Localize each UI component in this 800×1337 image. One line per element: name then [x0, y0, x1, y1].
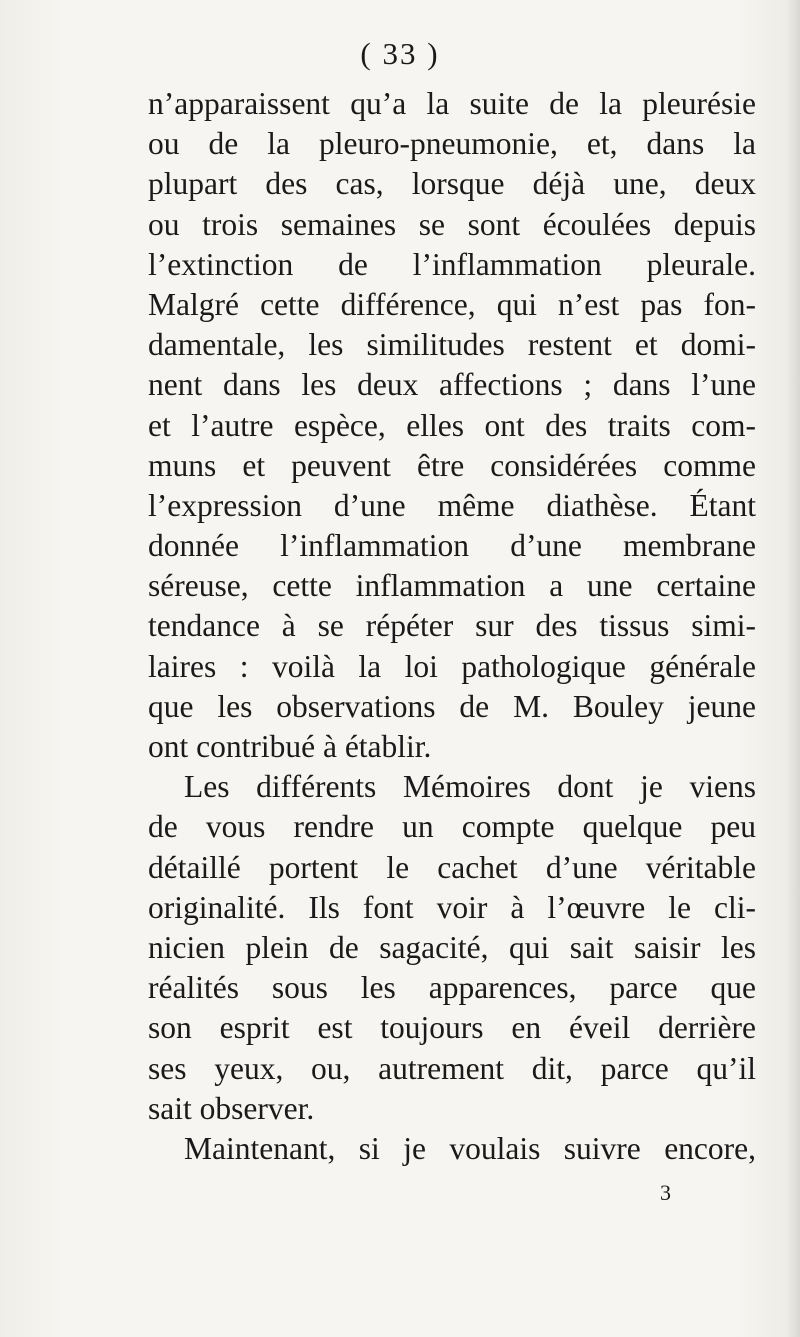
- body-text: [148, 84, 756, 1169]
- text-line: n’apparaissent qu’a la suite de la pleurésie: [148, 86, 756, 121]
- signature-mark: 3: [660, 1180, 671, 1205]
- text-line: l’extinction de l’inflammation pleurale.: [148, 246, 756, 282]
- text-line: l’expression d’une même diathèse. Étant: [148, 487, 756, 523]
- text-line: Malgré cette différence, qui n’est pas fon-: [148, 286, 756, 322]
- text-line: muns et peuvent être considérées comme: [148, 447, 756, 483]
- text-line: plupart des cas, lorsque déjà une, deux: [148, 166, 756, 202]
- text-line: Les différents Mémoires dont je viens: [184, 769, 756, 805]
- text-line: ou trois semaines se sont écoulées depuis: [148, 206, 756, 242]
- text-line: ou de la pleuro-pneumonie, et, dans la: [148, 126, 756, 162]
- text-line: de vous rendre un compte quelque peu: [148, 809, 756, 845]
- text-line: séreuse, cette inflammation a une certaine: [148, 568, 756, 604]
- text-line: son esprit est toujours en éveil derrière: [148, 1010, 756, 1046]
- text-line: et l’autre espèce, elles ont des traits com-: [148, 407, 756, 443]
- text-line: nicien plein de sagacité, qui sait saisir les: [148, 929, 756, 965]
- page-number: ( 33 ): [360, 36, 440, 71]
- text-line: nent dans les deux affections ; dans l’une: [148, 367, 756, 403]
- text-line: laires : voilà la loi pathologique générale: [148, 648, 756, 684]
- text-line: ses yeux, ou, autrement dit, parce qu’il: [148, 1050, 756, 1086]
- text-line: sait observer.: [148, 1090, 315, 1126]
- text-line: tendance à se répéter sur des tissus simi-: [148, 608, 756, 644]
- text-line: ont contribué à établir.: [148, 729, 432, 764]
- text-line: originalité. Ils font voir à l’œuvre le cli-: [148, 889, 756, 925]
- text-line: que les observations de M. Bouley jeune: [148, 688, 756, 724]
- text-line: donnée l’inflammation d’une membrane: [148, 528, 756, 564]
- page-edge-shadow: [786, 0, 800, 1337]
- text-line: Maintenant, si je voulais suivre encore,: [184, 1130, 756, 1166]
- text-line: damentale, les similitudes restent et domi-: [148, 327, 756, 363]
- text-line: détaillé portent le cachet d’une véritable: [148, 849, 756, 885]
- text-line: réalités sous les apparences, parce que: [148, 970, 756, 1006]
